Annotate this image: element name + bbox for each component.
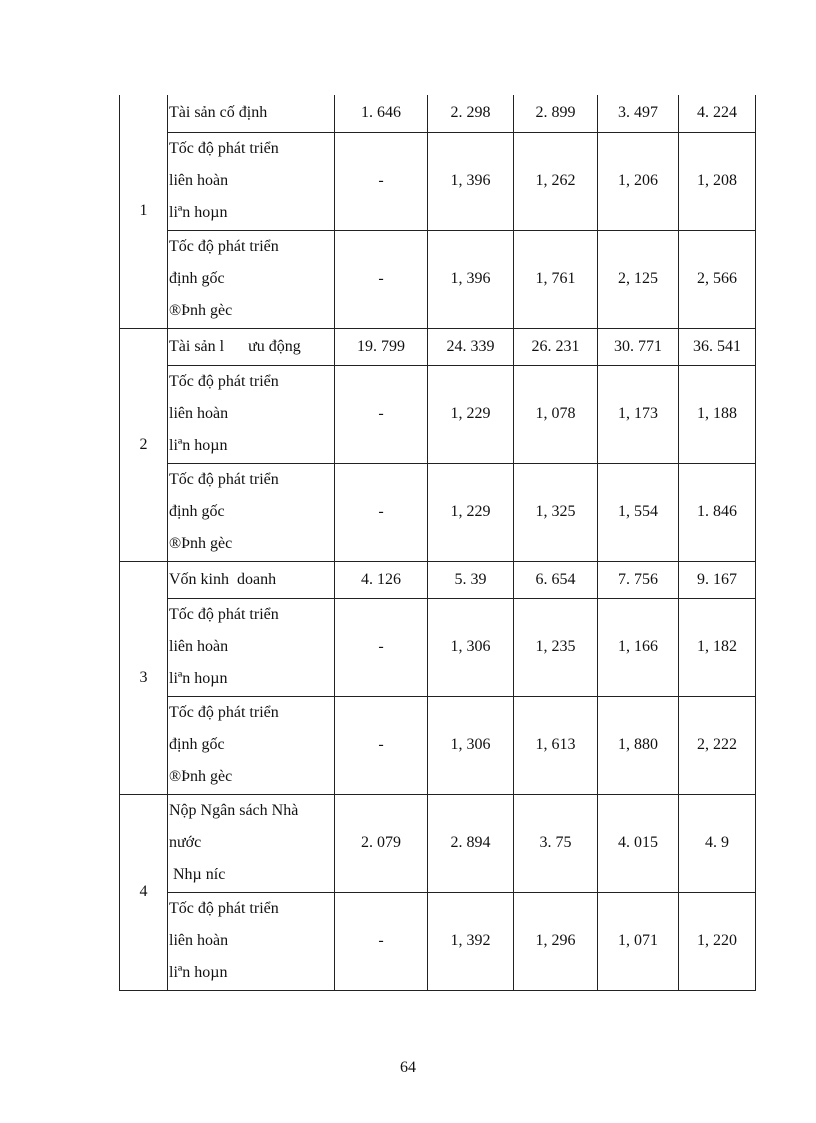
value-cell: -: [335, 365, 428, 463]
value-cell: 1, 182: [679, 598, 756, 696]
value-cell: 1, 392: [428, 892, 514, 990]
table-row: [120, 696, 756, 794]
value-cell: 4. 9: [679, 794, 756, 892]
row-label: [168, 230, 335, 328]
value-cell: -: [335, 696, 428, 794]
value-cell: 9. 167: [679, 561, 756, 598]
value-cell: 1, 078: [514, 365, 598, 463]
row-label: [168, 365, 335, 463]
row-label: [168, 598, 335, 696]
data-table: [119, 95, 756, 991]
value-cell: -: [335, 230, 428, 328]
row-label-line: Tốc độ phát triển: [169, 140, 279, 157]
row-label-line: định gốc: [169, 270, 225, 287]
table-row: [120, 794, 756, 892]
table-row: [120, 892, 756, 990]
table-row: [120, 328, 756, 365]
value-cell: 24. 339: [428, 328, 514, 365]
group-index: 4: [120, 794, 168, 990]
value-cell: -: [335, 598, 428, 696]
value-cell: 3. 497: [598, 95, 679, 132]
row-label-line: liªn hoµn: [169, 204, 228, 221]
row-label-line: liên hoàn: [169, 638, 229, 655]
row-label: [168, 892, 335, 990]
row-label-line: Nhµ níc: [169, 866, 226, 883]
value-cell: 2. 298: [428, 95, 514, 132]
value-cell: 1, 396: [428, 132, 514, 230]
value-cell: 1, 306: [428, 696, 514, 794]
row-label: [168, 561, 335, 598]
row-label-line: Tài sản l ưu động: [169, 337, 301, 355]
value-cell: -: [335, 463, 428, 561]
row-label-line: Tốc độ phát triển: [169, 471, 279, 488]
row-label-line: liªn hoµn: [169, 964, 228, 981]
value-cell: 4. 224: [679, 95, 756, 132]
value-cell: 6. 654: [514, 561, 598, 598]
value-cell: 1, 208: [679, 132, 756, 230]
value-cell: 1, 220: [679, 892, 756, 990]
row-label: [168, 95, 335, 132]
value-cell: 1, 071: [598, 892, 679, 990]
value-cell: 1, 188: [679, 365, 756, 463]
value-cell: -: [335, 892, 428, 990]
value-cell: 1, 880: [598, 696, 679, 794]
row-label-line: ®Þnh gèc: [169, 302, 233, 319]
value-cell: 1, 761: [514, 230, 598, 328]
table-row: [120, 561, 756, 598]
value-cell: 2, 566: [679, 230, 756, 328]
row-label-line: Tốc độ phát triển: [169, 900, 279, 917]
row-label-line: Tốc độ phát triển: [169, 238, 279, 255]
value-cell: 1, 229: [428, 463, 514, 561]
row-label-line: Tài sản cố định: [169, 104, 268, 122]
value-cell: 1, 229: [428, 365, 514, 463]
value-cell: 1, 325: [514, 463, 598, 561]
row-label-line: liên hoàn: [169, 932, 229, 949]
table-row: [120, 365, 756, 463]
value-cell: 2, 222: [679, 696, 756, 794]
value-cell: 1. 646: [335, 95, 428, 132]
value-cell: 4. 126: [335, 561, 428, 598]
value-cell: -: [335, 132, 428, 230]
group-index: 1: [120, 95, 168, 328]
value-cell: 2, 125: [598, 230, 679, 328]
value-cell: 1, 554: [598, 463, 679, 561]
row-label: [168, 696, 335, 794]
row-label-line: liên hoàn: [169, 172, 229, 189]
row-label-line: liªn hoµn: [169, 437, 228, 454]
value-cell: 7. 756: [598, 561, 679, 598]
value-cell: 5. 39: [428, 561, 514, 598]
group-index: 3: [120, 561, 168, 794]
value-cell: 1, 296: [514, 892, 598, 990]
page-number: 64: [400, 1059, 416, 1076]
row-label-line: liên hoàn: [169, 405, 229, 422]
value-cell: 26. 231: [514, 328, 598, 365]
value-cell: 1, 613: [514, 696, 598, 794]
row-label-line: ®Þnh gèc: [169, 768, 233, 785]
row-label-line: định gốc: [169, 503, 225, 520]
table-row: [120, 598, 756, 696]
row-label-line: nước: [169, 834, 202, 851]
value-cell: 19. 799: [335, 328, 428, 365]
row-label-line: ®Þnh gèc: [169, 535, 233, 552]
row-label: [168, 328, 335, 365]
value-cell: 30. 771: [598, 328, 679, 365]
row-label: [168, 132, 335, 230]
row-label: [168, 794, 335, 892]
value-cell: 1, 206: [598, 132, 679, 230]
value-cell: 36. 541: [679, 328, 756, 365]
value-cell: 3. 75: [514, 794, 598, 892]
group-index: 2: [120, 328, 168, 561]
value-cell: 2. 079: [335, 794, 428, 892]
value-cell: 1, 262: [514, 132, 598, 230]
table-row: [120, 463, 756, 561]
table-row: [120, 132, 756, 230]
value-cell: 4. 015: [598, 794, 679, 892]
row-label-line: Tốc độ phát triển: [169, 373, 279, 390]
value-cell: 2. 899: [514, 95, 598, 132]
value-cell: 1. 846: [679, 463, 756, 561]
value-cell: 1, 306: [428, 598, 514, 696]
row-label-line: Vốn kinh doanh: [169, 570, 277, 588]
value-cell: 1, 173: [598, 365, 679, 463]
row-label-line: Tốc độ phát triển: [169, 606, 279, 623]
row-label-line: Nộp Ngân sách Nhà: [169, 802, 299, 819]
table-row: [120, 230, 756, 328]
value-cell: 1, 166: [598, 598, 679, 696]
value-cell: 2. 894: [428, 794, 514, 892]
row-label-line: liªn hoµn: [169, 670, 228, 687]
value-cell: 1, 396: [428, 230, 514, 328]
table-row: [120, 95, 756, 132]
row-label-line: định gốc: [169, 736, 225, 753]
row-label-line: Tốc độ phát triển: [169, 704, 279, 721]
row-label: [168, 463, 335, 561]
value-cell: 1, 235: [514, 598, 598, 696]
